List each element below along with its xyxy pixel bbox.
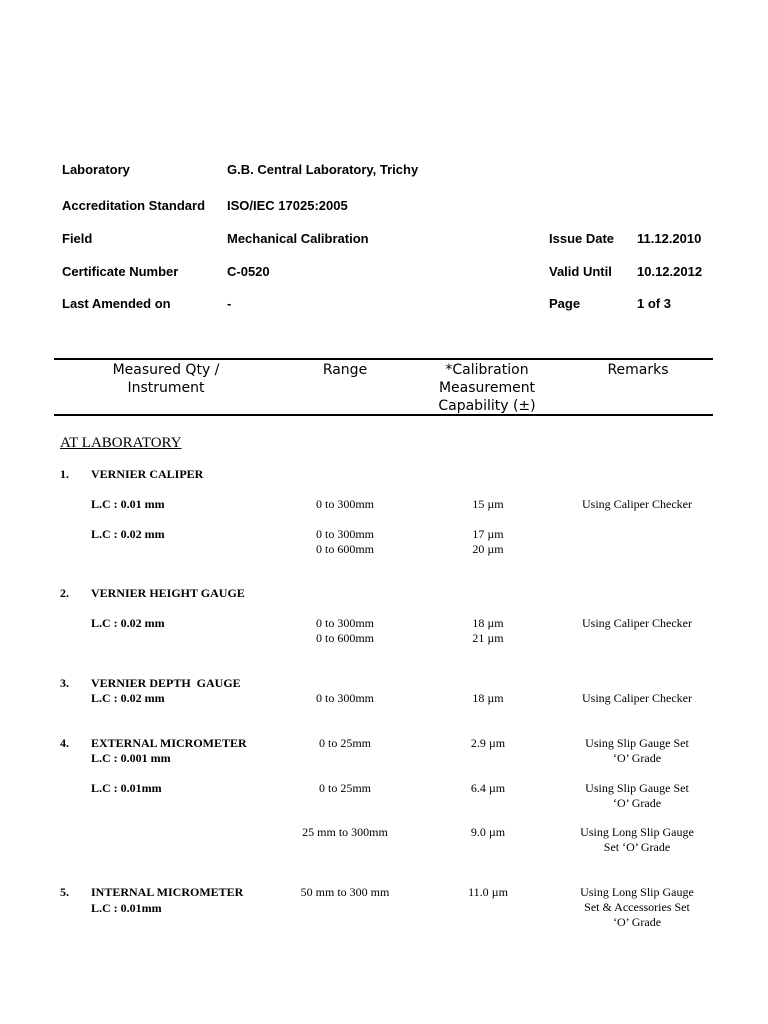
cmc-value: 18 µm [472, 691, 504, 705]
cmc-line: 21 µm [472, 631, 504, 645]
col-header-instrument-line2: Instrument [127, 380, 205, 396]
amended-label: Last Amended on [62, 296, 171, 311]
cmc-value: 11.0 µm [468, 885, 508, 899]
cmc-value [428, 616, 548, 646]
item-name: VERNIER HEIGHT GAUGE [91, 586, 245, 600]
remark-line: ‘O’ Grade [612, 796, 662, 810]
range-value: 0 to 25mm [318, 736, 371, 750]
least-count: L.C : 0.02 mm [91, 691, 165, 705]
standard-label: Accreditation Standard [62, 198, 206, 213]
remark-value: Using Caliper Checker [582, 691, 692, 705]
cmc-value: 6.4 µm [470, 781, 506, 795]
least-count: L.C : 0.01 mm [91, 497, 165, 511]
field-value: Mechanical Calibration [227, 231, 369, 246]
valid-until-label: Valid Until [549, 264, 612, 279]
range-line: 0 to 600mm [315, 542, 374, 556]
col-header-cmc-line1: *Calibration [445, 362, 529, 378]
amended-value: - [227, 296, 232, 311]
cmc-value: 2.9 µm [470, 736, 506, 750]
range-value: 0 to 300mm [315, 691, 374, 705]
valid-until-value: 10.12.2012 [637, 264, 703, 279]
item-name: INTERNAL MICROMETER [91, 885, 244, 899]
cmc-line: 18 µm [472, 616, 504, 630]
laboratory-value: G.B. Central Laboratory, Trichy [227, 162, 419, 177]
remark-value [567, 781, 707, 811]
table-bottom-rule [54, 414, 713, 416]
remark-value [567, 736, 707, 766]
cmc-line: 20 µm [472, 542, 504, 556]
field-label: Field [62, 231, 93, 246]
remark-line: ‘O’ Grade [612, 751, 662, 765]
range-value: 50 mm to 300 mm [300, 885, 390, 899]
laboratory-label: Laboratory [62, 162, 130, 177]
section-title: AT LABORATORY [60, 435, 182, 451]
item-number: 1. [60, 467, 69, 481]
issue-date-label: Issue Date [549, 231, 615, 246]
range-line: 0 to 300mm [315, 616, 374, 630]
certificate-value: C-0520 [227, 264, 270, 279]
remark-line: Using Slip Gauge Set [585, 781, 689, 795]
item-number: 2. [60, 586, 69, 600]
col-header-instrument [66, 361, 266, 397]
table-top-rule [54, 358, 713, 360]
item-name: EXTERNAL MICROMETER [91, 736, 247, 750]
least-count: L.C : 0.01mm [91, 781, 162, 795]
range-value: 0 to 300mm [315, 497, 374, 511]
remark-line: Set ‘O’ Grade [603, 840, 671, 854]
issue-date-value: 11.12.2010 [637, 231, 702, 246]
remark-line: Set & Accessories Set [584, 900, 690, 914]
remark-value [567, 885, 707, 930]
range-line: 0 to 300mm [315, 527, 374, 541]
item-name: VERNIER CALIPER [91, 467, 204, 481]
range-value [285, 616, 405, 646]
col-header-instrument-line1: Measured Qty / [112, 362, 220, 378]
page-value: 1 of 3 [637, 296, 671, 311]
range-line: 0 to 600mm [315, 631, 374, 645]
col-header-remarks: Remarks [607, 362, 669, 378]
remark-line: Using Long Slip Gauge [580, 825, 694, 839]
cmc-line: 17 µm [472, 527, 504, 541]
remark-line: ‘O’ Grade [612, 915, 662, 929]
col-header-cmc [412, 361, 562, 415]
range-value: 0 to 25mm [318, 781, 371, 795]
cmc-value: 9.0 µm [470, 825, 506, 839]
range-value: 25 mm to 300mm [302, 825, 388, 839]
remark-value: Using Caliper Checker [582, 497, 692, 511]
cmc-value [428, 527, 548, 557]
item-number: 4. [60, 736, 69, 750]
least-count: L.C : 0.01mm [91, 901, 162, 915]
col-header-range: Range [322, 362, 368, 378]
item-name: VERNIER DEPTH GAUGE [91, 676, 241, 690]
remark-value: Using Caliper Checker [582, 616, 692, 630]
col-header-cmc-line2: Measurement [438, 380, 536, 396]
certificate-label: Certificate Number [62, 264, 179, 279]
cmc-value: 15 µm [472, 497, 504, 511]
least-count: L.C : 0.02 mm [91, 616, 165, 630]
page-label: Page [549, 296, 581, 311]
item-number: 5. [60, 885, 69, 899]
least-count: L.C : 0.02 mm [91, 527, 165, 541]
standard-value: ISO/IEC 17025:2005 [227, 198, 348, 213]
item-number: 3. [60, 676, 69, 690]
col-header-cmc-line3: Capability (±) [438, 398, 536, 414]
range-value [285, 527, 405, 557]
remark-line: Using Long Slip Gauge [580, 885, 694, 899]
remark-value [567, 825, 707, 855]
remark-line: Using Slip Gauge Set [585, 736, 689, 750]
least-count: L.C : 0.001 mm [91, 751, 171, 765]
